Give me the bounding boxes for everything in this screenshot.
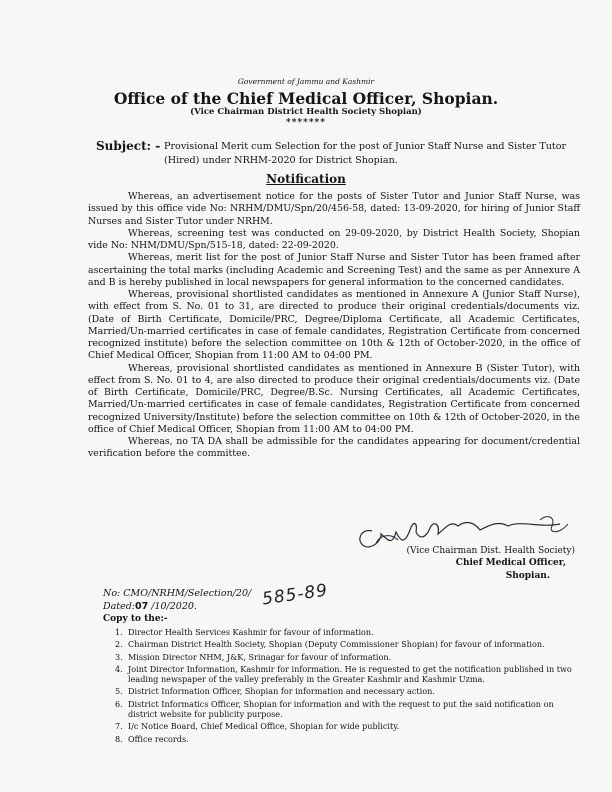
vice-chairman-line: (Vice Chairman District Health Society Shopian) <box>190 107 422 117</box>
subject-label: Subject: - <box>96 139 161 153</box>
paragraph-annexure-a: Whereas, provisional shortlisted candidates as mentioned in Annexure A (Junior Staff Nurse), with effect from S. No. 01 to 31, are directed to produce their original credentials/documents viz. (Date of Birth Certificate, Domicile/PRC, Degree/Diploma Certificate, all Academic Certificates, Married/Un-married certificates in case of female candidates, Registration Certificate from concerned recognized institute) before the selection committee on 10th & 12th of October-2020, in the office of Chief Medical Officer, Shopian from 11:00 AM to 04:00 PM. <box>88 289 580 362</box>
signature-place: Shopian. <box>505 571 550 581</box>
list-item: 6. District Informatics Officer, Shopian for information and with the request to put the said notification on district website for publicity purpose. <box>115 698 554 720</box>
list-item: 3. Mission Director NHM, J&K, Srinagar for favour of information. <box>115 651 392 662</box>
date-prefix: Dated: <box>103 601 136 612</box>
list-item: 1. Director Health Services Kashmir for favour of information. <box>115 627 374 637</box>
handwritten-dispatch-number <box>260 581 346 615</box>
signature-officer: Chief Medical Officer, <box>455 558 566 568</box>
notification-title: Notification <box>266 172 346 186</box>
list-item: 5. District Information Officer, Shopian for information and necessary action. <box>115 686 435 697</box>
date-suffix: /10/2020. <box>148 601 197 612</box>
paragraph-advertisement: Whereas, an advertisement notice for the posts of Sister Tutor and Junior Staff Nurse, was issued by this office vide No: NRHM/DMU/Spn/20/456-58, dated: 13-09-2020, for hiring of Junior Staff Nurses and Sister Tutor under NRHM. <box>88 191 580 227</box>
handwritten-dispatch-number-text: 585-89 <box>260 580 330 610</box>
paragraph-merit-list: Whereas, merit list for the post of Junior Staff Nurse and Sister Tutor has been framed after ascertaining the total marks (including Academic and Screening Test) and the same as per Annexure A and B is hereby published in local newspapers for general information to the concerned candidates. <box>88 252 580 288</box>
reference-number <box>103 588 251 599</box>
signature-designation: (Vice Chairman Dist. Health Society) <box>406 546 575 556</box>
notification-body <box>88 191 580 461</box>
reference-date <box>103 601 197 612</box>
paragraph-annexure-b: Whereas, provisional shortlisted candidates as mentioned in Annexure B (Sister Tutor), with effect from S. No. 01 to 4, are also directed to produce their original credentials/documents viz. (Date of Birth Certificate, Domicile/PRC, Degree/B.Sc. Nursing Certificates, all Academic Certificates, Married/Un-married certificates in case of female candidates, Registration Certificate from concerned recognized University/Institute) before the selection committee on 10th & 12th of October-2020, in the office of Chief Medical Officer, Shopian from 11:00 AM to 04:00 PM. <box>88 362 580 435</box>
subject-text: Provisional Merit cum Selection for the post of Junior Staff Nurse and Sister Tutor (Hired) under NRHM-2020 for District Shopian. <box>164 141 567 166</box>
office-title: Office of the Chief Medical Officer, Shopian. <box>113 89 499 108</box>
copy-to-heading: Copy to the:- <box>103 614 168 624</box>
list-item: 4. Joint Director Information, Kashmir for information. He is requested to get the notification published in two leading newspaper of the valley preferably in the Greater Kashmir and Kashmir Uzma. <box>115 663 572 685</box>
stars-divider: ******* <box>286 118 326 128</box>
paragraph-no-ta-da: Whereas, no TA DA shall be admissible for the candidates appearing for document/credential verification before the committee. <box>88 436 580 460</box>
government-line: Government of Jammu and Kashmir <box>237 77 375 86</box>
list-item: 8. Office records. <box>115 733 189 744</box>
copy-to-list <box>103 627 581 746</box>
list-item: 2. Chairman District Health Society, Shopian (Deputy Commissioner Shopian) for favour of information. <box>115 639 545 650</box>
date-day-handwritten: 07 <box>135 601 149 612</box>
reference-number-text: No: CMO/NRHM/Selection/20/ <box>103 588 252 599</box>
list-item: 7. I/c Notice Board, Chief Medical Office, Shopian for wide publicity. <box>115 721 400 732</box>
paragraph-screening: Whereas, screening test was conducted on 29-09-2020, by District Health Society, Shopian vide No: NHM/DMU/Spn/515-18, dated: 22-09-2020. <box>88 227 580 251</box>
